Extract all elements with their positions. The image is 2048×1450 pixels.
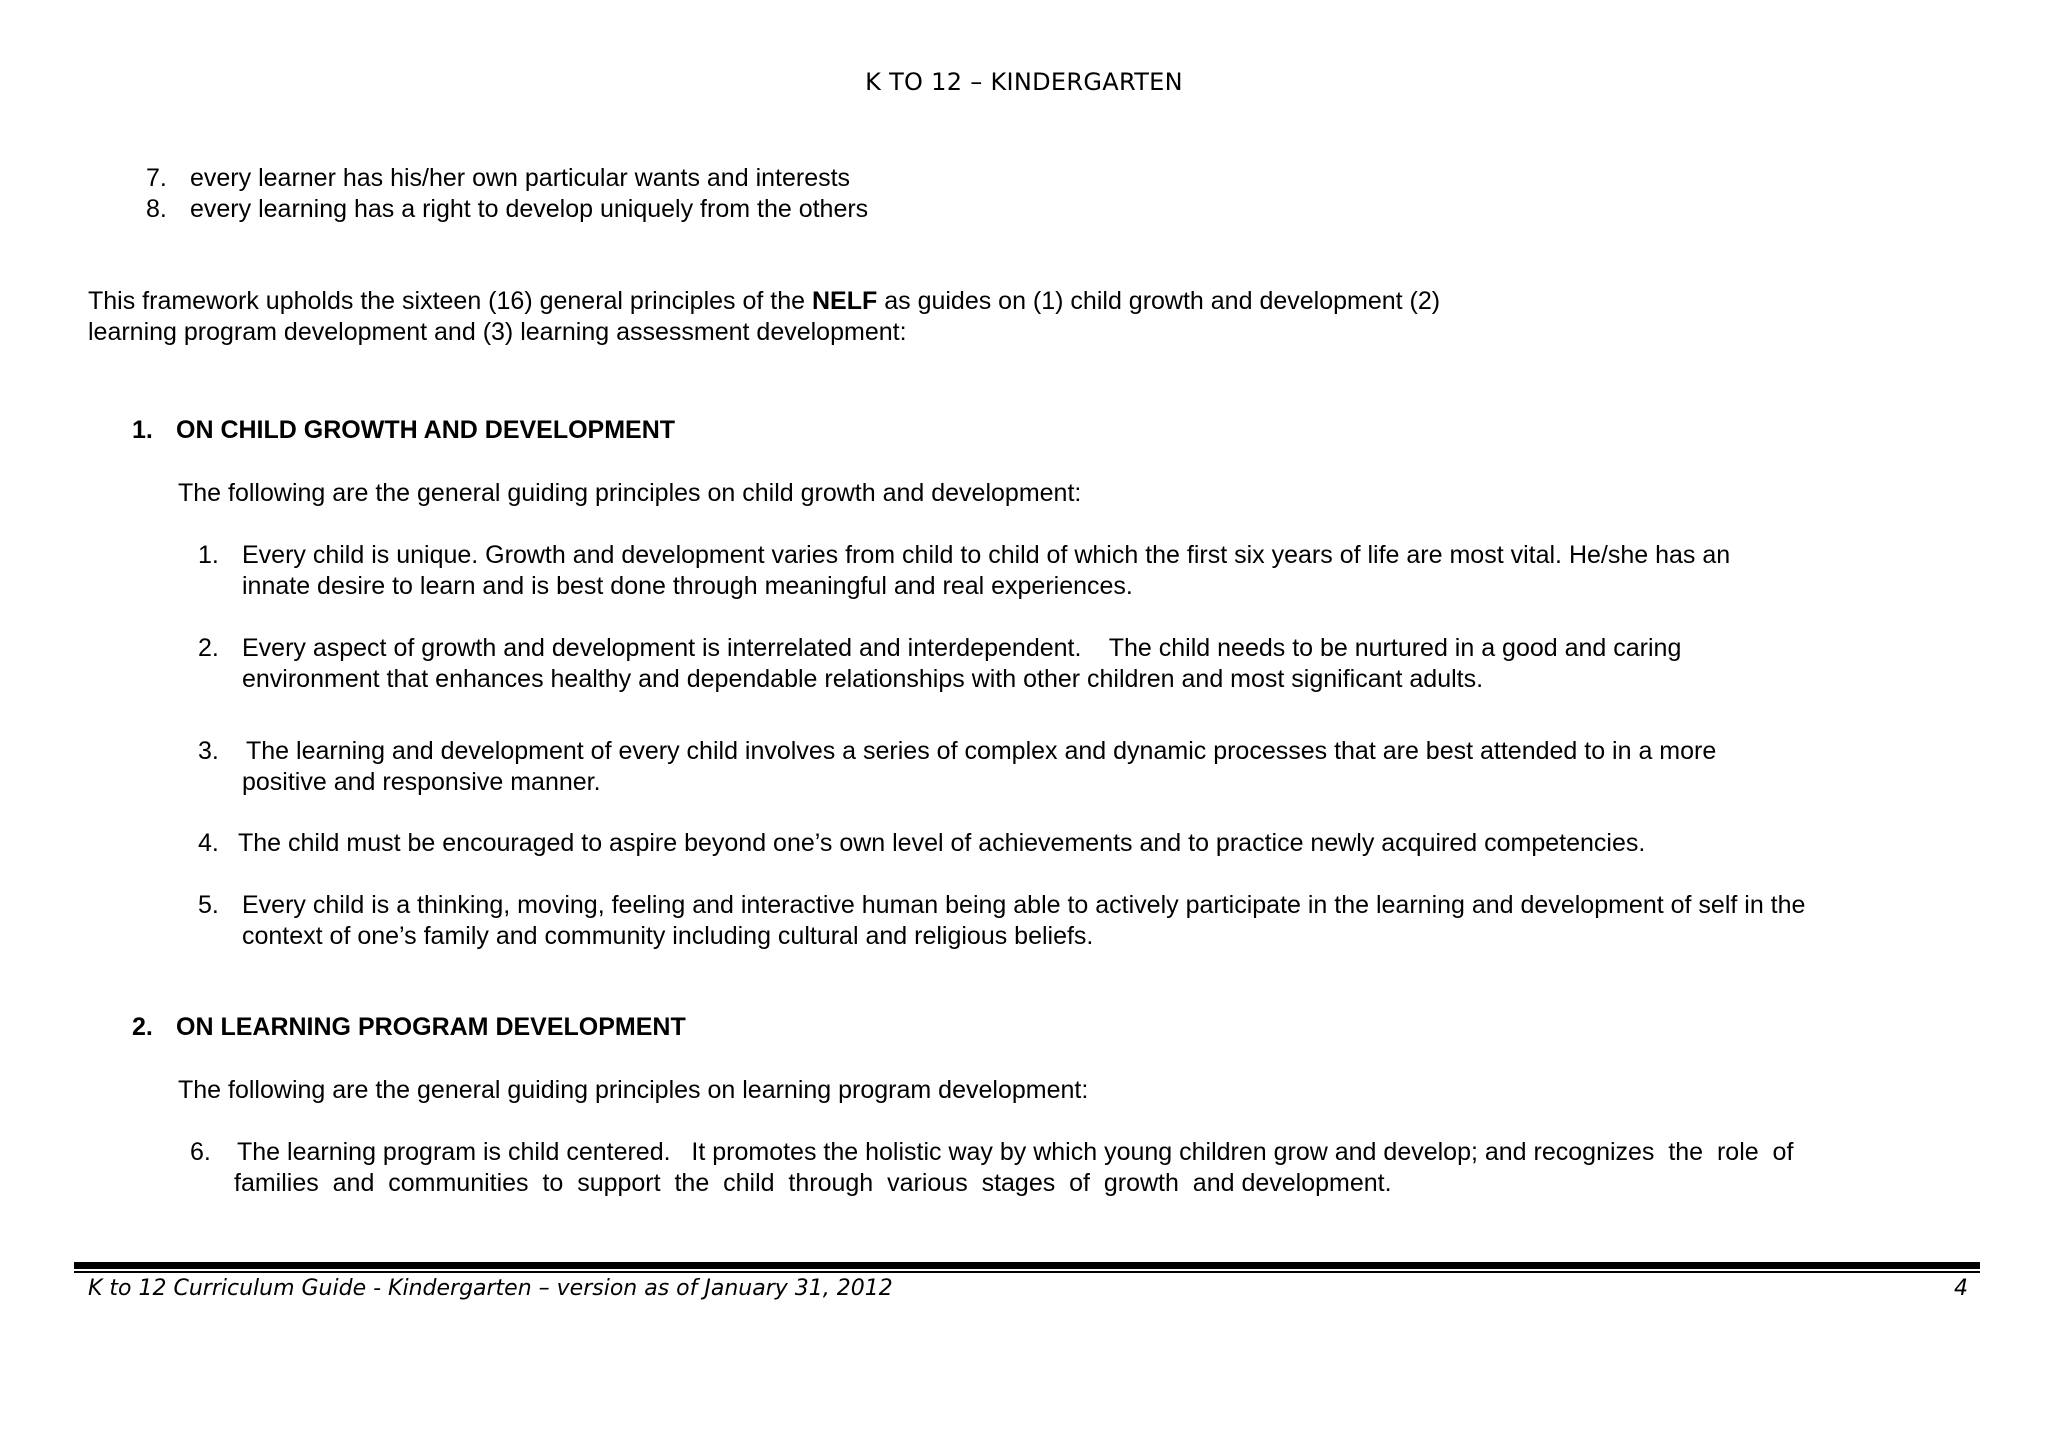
s1-item-number: 4. [198,829,219,857]
intro-text-before: This framework upholds the sixteen (16) general principles of the [88,287,806,315]
s2-item-number: 6. [190,1138,211,1166]
s1-item-number: 1. [198,541,219,569]
s2-item-line1: The learning program is child centered. It promotes the holistic way by which young children grow and develop; and recognizes the role of [237,1138,1794,1166]
s1-item-line2: innate desire to learn and is best done through meaningful and real experiences. [242,572,1133,600]
footer-page-number: 4 [1954,1276,1968,1301]
s1-item-line1: The learning and development of every child involves a series of complex and dynamic processes that are best attended to in a more [246,737,1717,765]
s1-item-line2: context of one’s family and community including cultural and religious beliefs. [242,922,1094,950]
s1-item-line1: Every child is unique. Growth and development varies from child to child of which the first six years of life are most vital. He/she has an [242,541,1731,569]
section2-heading: ON LEARNING PROGRAM DEVELOPMENT [176,1013,686,1041]
footer-rule-thin [74,1271,1980,1273]
intro-text-after: as guides on (1) child growth and development (2) [884,287,1441,315]
section1-lead: The following are the general guiding principles on child growth and development: [178,479,1082,507]
s1-item-line1: Every aspect of growth and development is interrelated and interdependent. The child needs to be nurtured in a good and caring [242,634,1682,662]
section1-number: 1. [132,416,153,444]
list-item-number: 7. [146,164,167,192]
s2-item-line2: families and communities to support the child through various stages of growth and development. [234,1169,1392,1197]
s1-item-line1: The child must be encouraged to aspire beyond one’s own level of achievements and to practice newly acquired competencies. [238,829,1646,857]
section2-lead: The following are the general guiding principles on learning program development: [178,1076,1089,1104]
list-item-number: 8. [146,195,167,223]
section1-heading: ON CHILD GROWTH AND DEVELOPMENT [176,416,676,444]
intro-paragraph-line1 [88,286,1622,317]
footer-document-title: K to 12 Curriculum Guide - Kindergarten – version as of January 31, 2012 [88,1276,893,1301]
intro-bold-term: NELF [811,287,878,315]
s1-item-number: 5. [198,891,219,919]
s1-item-number: 2. [198,634,219,662]
list-item-text: every learning has a right to develop uniquely from the others [190,195,869,223]
section2-number: 2. [132,1013,153,1041]
page-header-title: K TO 12 – KINDERGARTEN [865,68,1183,96]
list-item-text: every learner has his/her own particular wants and interests [190,164,851,192]
footer-rule-thick [74,1262,1980,1269]
intro-paragraph-line2: learning program development and (3) learning assessment development: [88,318,907,346]
s1-item-line2: environment that enhances healthy and dependable relationships with other children and most significant adults. [242,665,1484,693]
s1-item-number: 3. [198,737,219,765]
s1-item-line1: Every child is a thinking, moving, feeling and interactive human being able to actively participate in the learning and development of self in the [242,891,1806,919]
s1-item-line2: positive and responsive manner. [242,768,601,796]
